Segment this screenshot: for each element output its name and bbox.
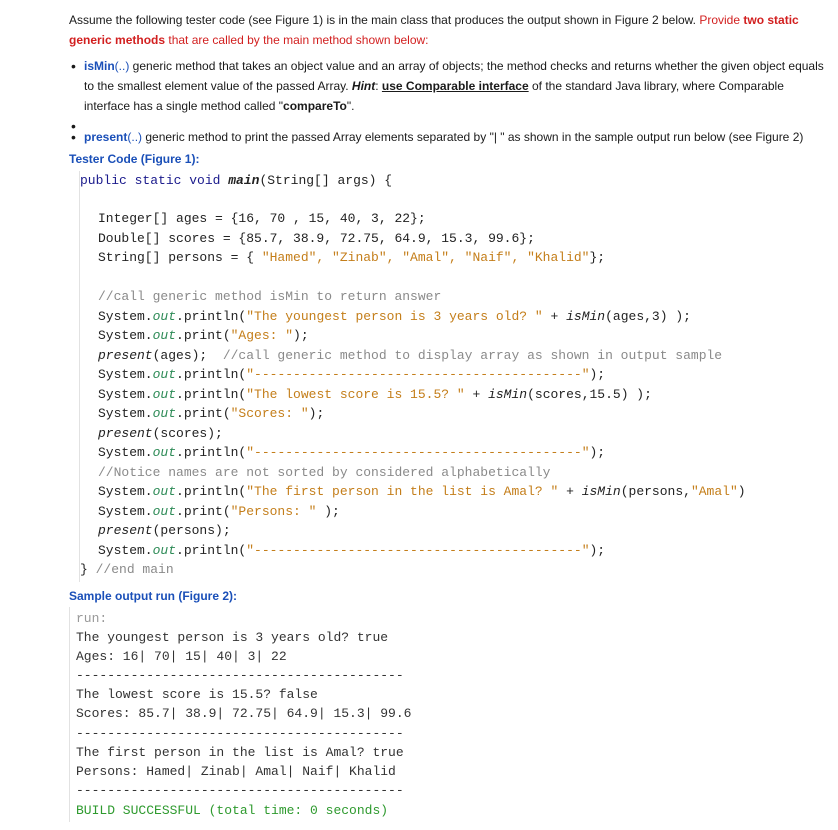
code-text: .println( — [176, 387, 247, 402]
code-text: (String[] args) { — [259, 173, 393, 188]
code-text: ); — [316, 504, 340, 519]
method-description: generic method to print the passed Array elements separated by "| " as shown in the sample output run below (see Figure 2) — [142, 130, 804, 144]
code-text: }; — [589, 250, 606, 265]
code-string: "Ages: " — [230, 328, 294, 343]
code-method-call: isMin — [581, 484, 621, 499]
code-text: (scores,15.5) ); — [527, 387, 652, 402]
code-text: .println( — [176, 543, 247, 558]
code-line — [80, 385, 652, 404]
method-signature: (..) — [114, 59, 130, 73]
code-line — [80, 424, 223, 443]
code-text: ); — [293, 328, 309, 343]
code-string: "------------------------------------------" — [246, 367, 590, 382]
output-separator: ------------------------------------------ — [76, 783, 404, 798]
code-text: .print( — [176, 406, 231, 421]
code-line — [80, 502, 340, 521]
code-line — [80, 404, 324, 423]
code-text: .println( — [176, 445, 247, 460]
method-name: present — [84, 130, 128, 144]
code-line — [80, 307, 691, 326]
code-out: out — [152, 406, 177, 421]
code-method-call: present — [98, 523, 153, 538]
code-string: "------------------------------------------" — [246, 543, 590, 558]
code-text: System. — [98, 543, 153, 558]
output-build-status: BUILD SUCCESSFUL (total time: 0 seconds) — [76, 803, 389, 818]
code-line — [80, 248, 605, 267]
code-line — [80, 521, 231, 540]
code-text: + — [558, 484, 582, 499]
code-line — [80, 171, 392, 190]
code-text: .println( — [176, 484, 247, 499]
code-line — [80, 482, 746, 501]
sample-output-block — [69, 607, 460, 822]
code-text: (persons, — [620, 484, 691, 499]
code-method-call: present — [98, 426, 153, 441]
code-out: out — [152, 367, 177, 382]
code-text: + — [542, 309, 567, 324]
assignment-question — [69, 10, 829, 147]
output-line: The youngest person is 3 years old? true — [76, 630, 389, 645]
hint-colon: : — [375, 79, 382, 93]
code-text: System. — [98, 387, 153, 402]
compareto-name: compareTo — [283, 99, 347, 113]
intro-paragraph — [69, 10, 829, 50]
code-method-call: isMin — [488, 387, 528, 402]
code-text: String[] persons = { — [98, 250, 262, 265]
code-text: + — [464, 387, 489, 402]
code-text: System. — [98, 328, 153, 343]
code-out: out — [152, 504, 177, 519]
code-comment: //call generic method to display array as shown in output sample — [207, 348, 723, 363]
code-text: (scores); — [152, 426, 223, 441]
code-keyword: public static void — [80, 173, 229, 188]
tester-code-block — [79, 171, 830, 582]
code-out: out — [152, 328, 177, 343]
code-text: System. — [98, 445, 153, 460]
code-main: main — [228, 173, 260, 188]
code-text: .println( — [176, 309, 247, 324]
code-string: "------------------------------------------" — [246, 445, 590, 460]
tester-code-heading: Tester Code (Figure 1): — [69, 152, 200, 166]
code-text: ); — [308, 406, 325, 421]
code-line — [80, 326, 309, 345]
code-method-call: present — [98, 348, 153, 363]
list-spacer — [69, 116, 829, 127]
code-text: .print( — [176, 504, 231, 519]
code-text: Integer[] ages = {16, 70 , 15, 40, 3, 22}; — [98, 211, 426, 226]
code-comment: //end main — [95, 562, 174, 577]
code-text: (ages,3) ); — [605, 309, 691, 324]
output-line: Ages: 16| 70| 15| 40| 3| 22 — [76, 649, 287, 664]
output-run-label: run: — [76, 611, 108, 626]
intro-tail: that are called by the main method shown below: — [165, 33, 429, 47]
method-signature: (..) — [127, 130, 143, 144]
code-comment: //call generic method isMin to return answer — [98, 289, 442, 304]
code-line — [80, 443, 605, 462]
code-text: System. — [98, 504, 153, 519]
list-item-present — [69, 127, 829, 147]
list-item-ismin — [69, 56, 829, 116]
code-text: .println( — [176, 367, 247, 382]
code-out: out — [152, 445, 177, 460]
code-text: ) — [737, 484, 746, 499]
code-comment: //Notice names are not sorted by considered alphabetically — [98, 465, 551, 480]
code-text: System. — [98, 406, 153, 421]
code-text: System. — [98, 309, 153, 324]
hint-label: Hint — [351, 79, 376, 93]
code-line — [80, 365, 605, 384]
code-string: "Persons: " — [230, 504, 317, 519]
output-line: Scores: 85.7| 38.9| 72.75| 64.9| 15.3| 99.6 — [76, 706, 412, 721]
code-string: "Hamed", "Zinab", "Amal", "Naif", "Khalid" — [261, 250, 590, 265]
method-requirements-list — [69, 56, 829, 147]
code-string: "The first person in the list is Amal? " — [246, 484, 559, 499]
method-name: isMin — [84, 59, 115, 73]
code-text: ); — [589, 367, 606, 382]
code-line — [80, 346, 722, 365]
code-text: System. — [98, 367, 153, 382]
code-text: (persons); — [152, 523, 231, 538]
code-text: Double[] scores = {85.7, 38.9, 72.75, 64.9, 15.3, 99.6}; — [98, 231, 535, 246]
intro-provide: Provide — [699, 13, 744, 27]
method-description-cont: of the standard Java library, where Comparable interface has a single method called " — [84, 79, 784, 113]
intro-text: Assume the following tester code (see Figure 1) is in the main class that produces the output shown in Figure 2 below. — [69, 13, 700, 27]
hint-underlined-text: use Comparable interface — [381, 79, 529, 93]
output-line: The first person in the list is Amal? true — [76, 745, 404, 760]
code-line — [80, 541, 605, 560]
code-string: "Scores: " — [230, 406, 309, 421]
code-out: out — [152, 543, 177, 558]
code-line — [80, 209, 426, 228]
code-text: ); — [589, 445, 606, 460]
output-separator: ------------------------------------------ — [76, 668, 404, 683]
code-out: out — [152, 309, 177, 324]
code-text: (ages); — [152, 348, 208, 363]
output-line: Persons: Hamed| Zinab| Amal| Naif| Khalid — [76, 764, 396, 779]
code-string: "The lowest score is 15.5? " — [246, 387, 465, 402]
output-separator: ------------------------------------------ — [76, 726, 404, 741]
code-line — [80, 229, 535, 248]
code-string: "Amal" — [690, 484, 738, 499]
code-text: System. — [98, 484, 153, 499]
code-text: } — [80, 562, 96, 577]
code-text: .print( — [176, 328, 231, 343]
code-out: out — [152, 484, 177, 499]
code-out: out — [152, 387, 177, 402]
output-heading: Sample output run (Figure 2): — [69, 589, 237, 603]
description-end: ". — [346, 99, 355, 113]
code-string: "The youngest person is 3 years old? " — [246, 309, 543, 324]
output-line: The lowest score is 15.5? false — [76, 687, 318, 702]
code-line — [80, 560, 174, 579]
code-method-call: isMin — [566, 309, 606, 324]
method-description: generic method that takes an object value and an array of objects; the method checks and returns whether the given object equals to the smallest element value of the passed Array. — [84, 59, 824, 93]
code-text: ); — [589, 543, 606, 558]
intro-emphasis: two static generic methods — [69, 13, 799, 47]
